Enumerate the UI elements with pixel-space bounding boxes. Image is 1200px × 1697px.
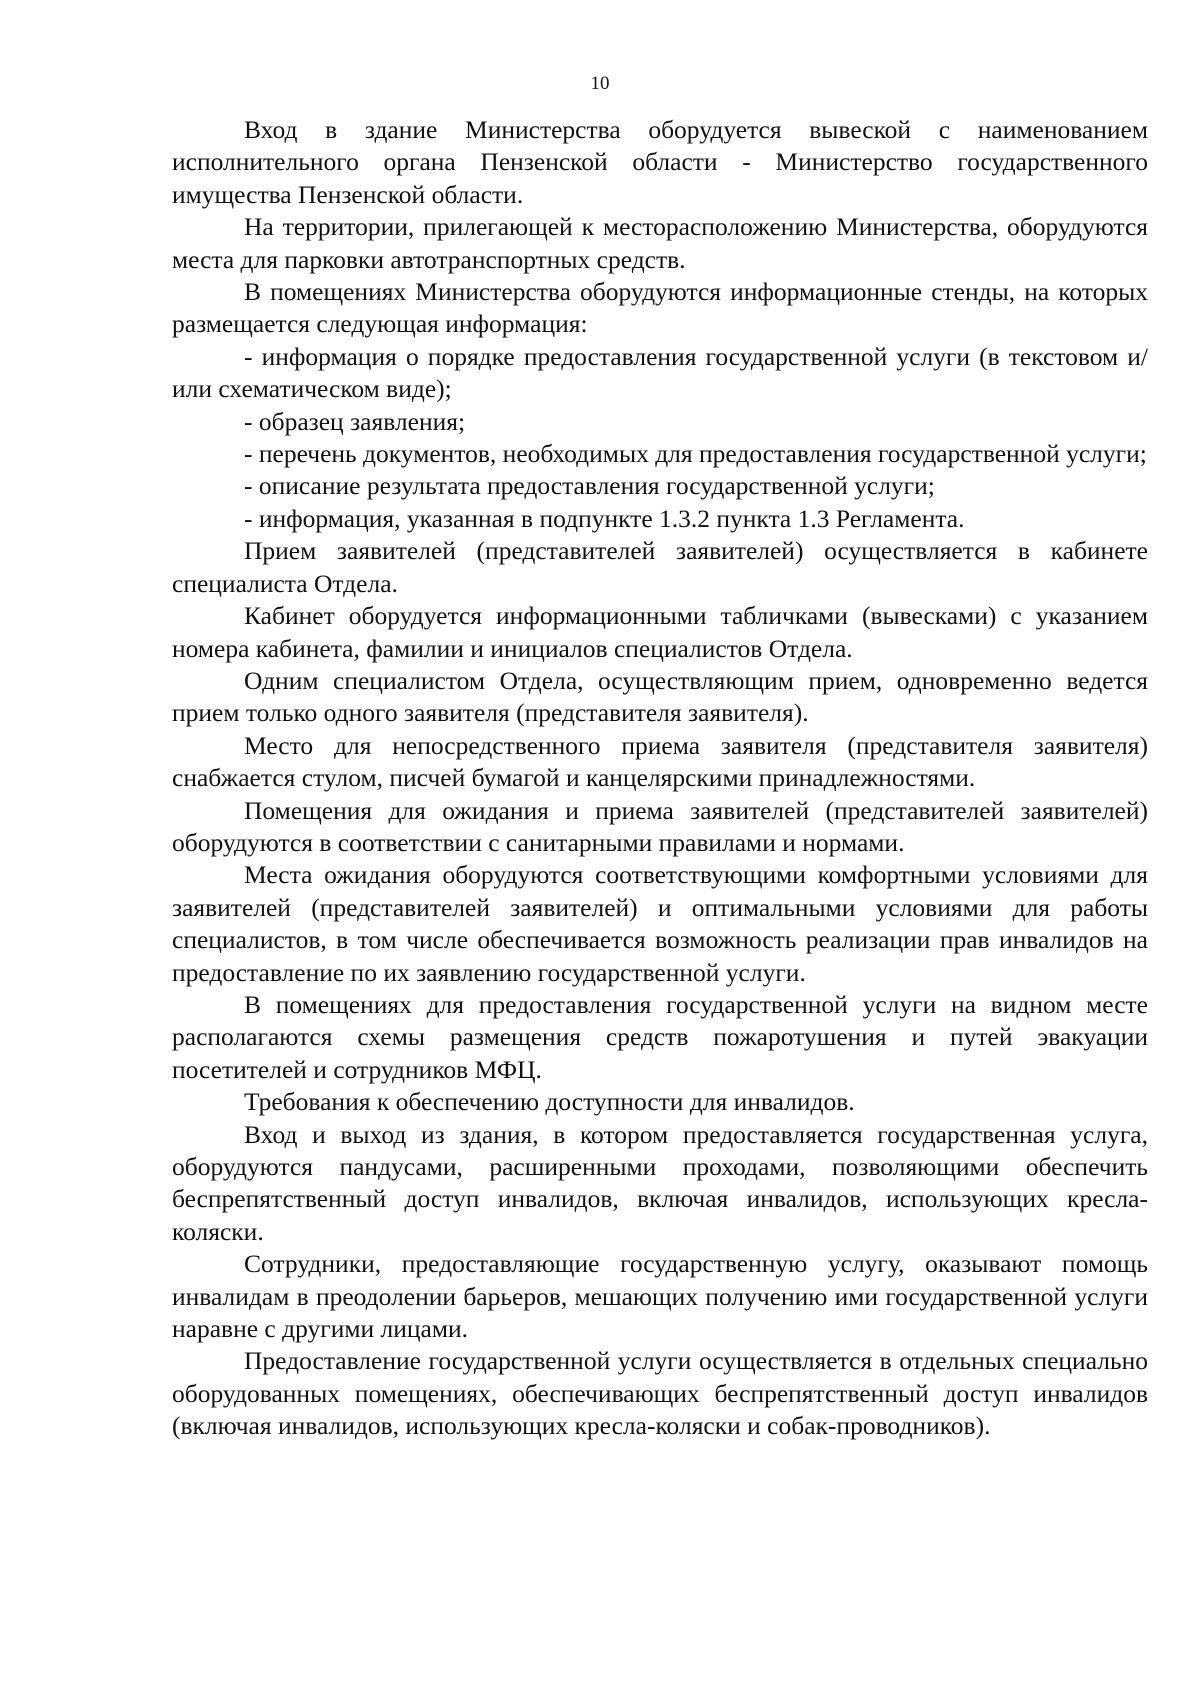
paragraph: Прием заявителей (представителей заявителей) осуществляется в кабинете специалиста Отдела. (172, 536, 1148, 598)
paragraph: В помещениях для предоставления государственной услуги на видном месте располагаются схемы размещения средств пожаротушения и путей эвакуации посетителей и сотрудников МФЦ. (172, 989, 1148, 1084)
list-item: - перечень документов, необходимых для предоставления государственной услуги; (244, 439, 1147, 469)
paragraph: На территории, прилегающей к месторасположению Министерства, оборудуются места для парковки автотранспортных средств. (172, 212, 1148, 274)
list-item: - информация, указанная в подпункте 1.3.2 пункта 1.3 Регламента. (244, 503, 965, 533)
list-item: - описание результата предоставления государственной услуги; (244, 471, 935, 501)
list-item: - образец заявления; (244, 406, 466, 436)
paragraph: Вход и выход из здания, в котором предоставляется государственная услуга, оборудуются пандусами, расширенными проходами, позволяющими обеспечить беспрепятственный доступ инвалидов, включая инвалидов, использующих кресла-коляски. (172, 1119, 1148, 1246)
section-heading: Требования к обеспечению доступности для инвалидов. (244, 1087, 855, 1117)
paragraph: Кабинет оборудуется информационными табличками (вывесками) с указанием номера кабинета, фамилии и инициалов специалистов Отдела. (172, 601, 1148, 663)
paragraph: Помещения для ожидания и приема заявителей (представителей заявителей) оборудуются в соответствии с санитарными правилами и нормами. (172, 795, 1148, 857)
paragraph: Одним специалистом Отдела, осуществляющим прием, одновременно ведется прием только одного заявителя (представителя заявителя). (172, 665, 1148, 728)
paragraph: В помещениях Министерства оборудуются информационные стенды, на которых размещается следующая информация: (172, 277, 1148, 339)
paragraph: Вход в здание Министерства оборудуется вывеской с наименованием исполнительного органа Пензенской области - Министерство государственного имущества Пензенской области. (172, 115, 1148, 209)
paragraph: Место для непосредственного приема заявителя (представителя заявителя) снабжается стулом, писчей бумагой и канцелярскими принадлежностями. (172, 730, 1148, 793)
list-item: - информация о порядке предоставления государственной услуги (в текстовом и/или схематическом виде); (172, 341, 1148, 404)
document-body (172, 114, 1148, 1443)
paragraph: Места ожидания оборудуются соответствующими комфортными условиями для заявителей (представителей заявителей) и оптимальными условиями для работы специалистов, в том числе обеспечивается возможность реализации прав инвалидов на предоставление по их заявлению государственной услуги. (172, 860, 1148, 987)
paragraph: Сотрудники, предоставляющие государственную услугу, оказывают помощь инвалидам в преодолении барьеров, мешающих получению ими государственной услуги наравне с другими лицами. (172, 1249, 1148, 1344)
page-number: 10 (590, 73, 610, 94)
paragraph: Предоставление государственной услуги осуществляется в отдельных специально оборудованных помещениях, обеспечивающих беспрепятственный доступ инвалидов (включая инвалидов, использующих кресла-коляски и собак-проводников). (172, 1346, 1148, 1441)
